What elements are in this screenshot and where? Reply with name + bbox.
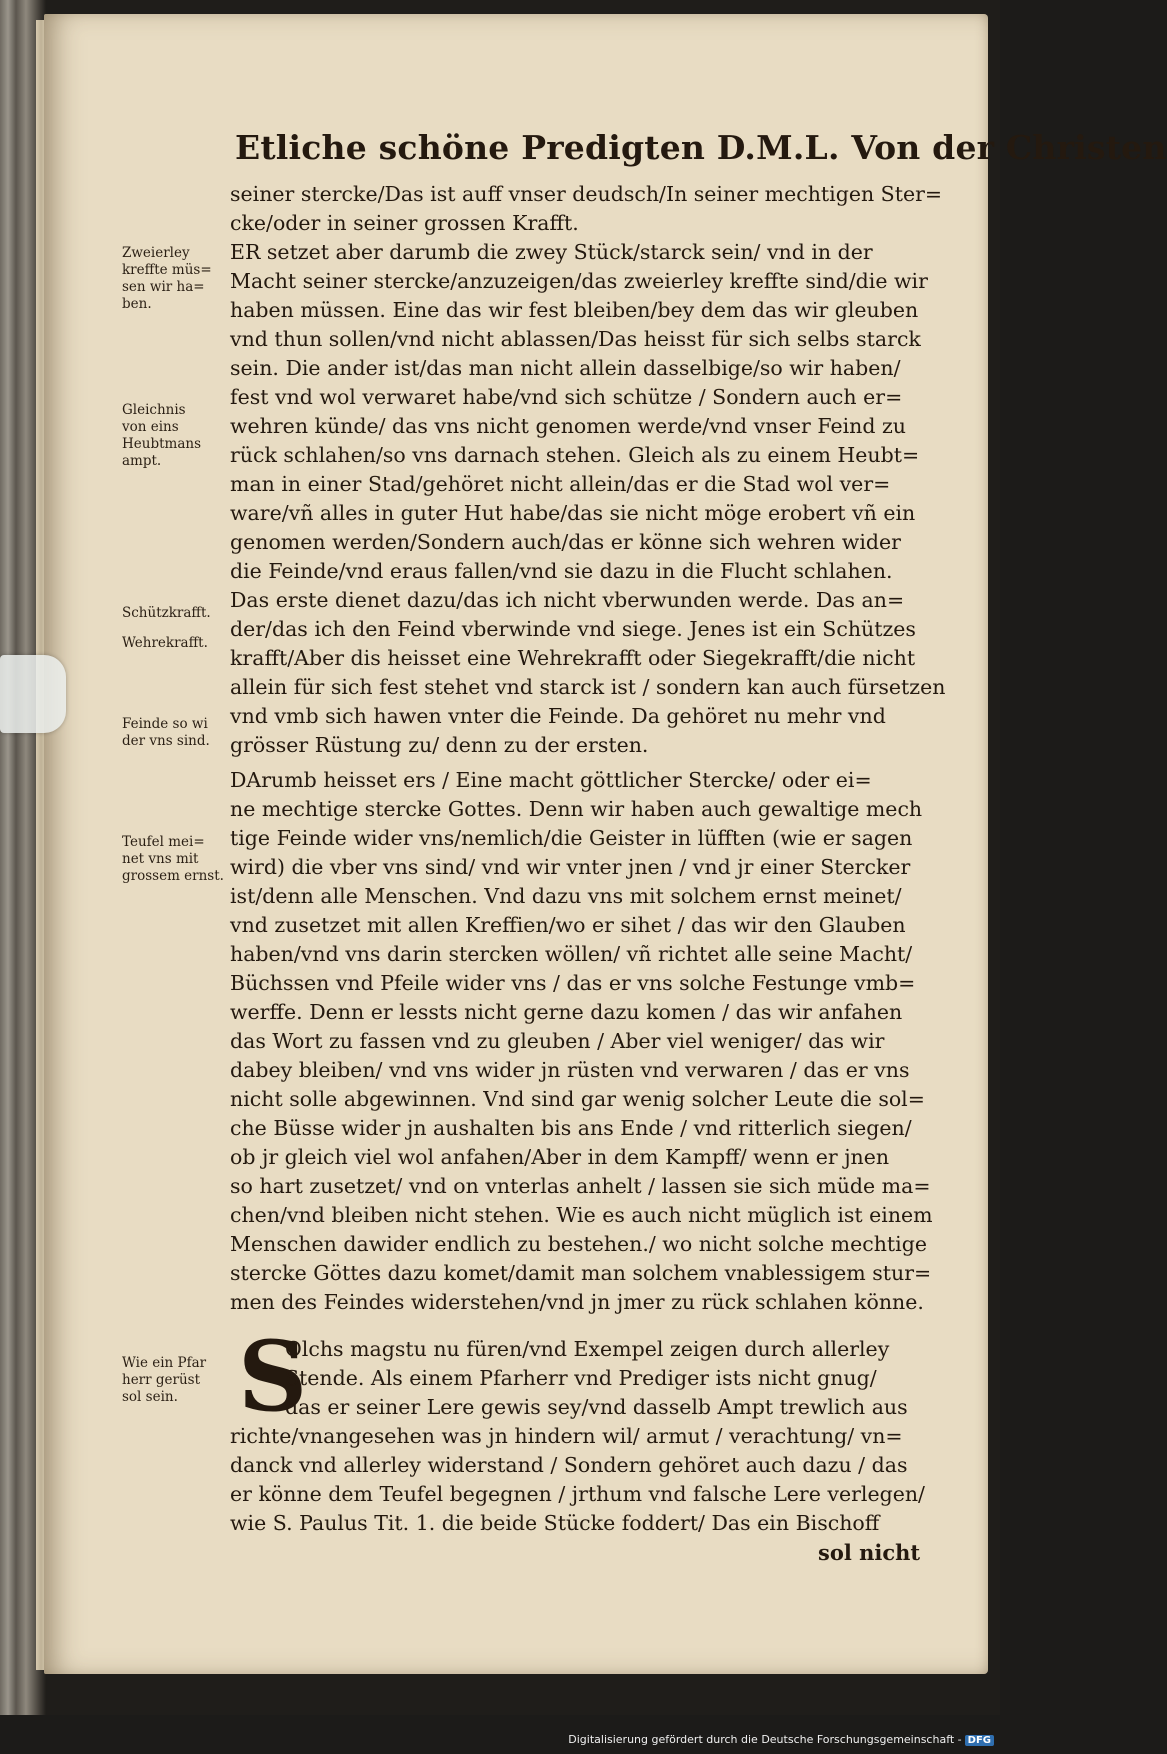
catchword: sol nicht — [818, 1540, 921, 1565]
marginal-note — [122, 245, 232, 313]
text-line: ob jr gleich viel wol anfahen/Aber in dem Kampff/ wenn er jnen — [230, 1145, 890, 1169]
marginal-line: sol sein. — [122, 1389, 178, 1405]
marginal-note — [122, 402, 232, 470]
text-line: fest vnd wol verwaret habe/vnd sich schütze / Sondern auch er= — [230, 385, 903, 409]
text-line: Stende. Als einem Pfarherr vnd Prediger ists nicht gnug/ — [285, 1366, 877, 1390]
text-line: stercke Göttes dazu komet/damit man solchem vnablessigem stur= — [230, 1261, 932, 1285]
text-line: das Wort zu fassen vnd zu gleuben / Aber viel weniger/ das wir — [230, 1029, 885, 1053]
text-line: rück schlahen/so vns darnach stehen. Gleich als zu einem Heubt= — [230, 443, 920, 467]
marginal-line: Schützkrafft. — [122, 605, 211, 621]
text-line: vnd thun sollen/vnd nicht ablassen/Das heisst für sich selbs starck — [230, 327, 921, 351]
marginal-line: grossem ernst. — [122, 868, 224, 884]
marginal-note — [122, 716, 232, 750]
text-line: der/das ich den Feind vberwinde vnd siege. Jenes ist ein Schützes — [230, 617, 916, 641]
text-line: che Büsse wider jn aushalten bis ans Ende / vnd ritterlich siegen/ — [230, 1116, 912, 1140]
text-line: werffe. Denn er lessts nicht gerne dazu komen / das wir anfahen — [230, 1000, 903, 1024]
text-line: Das erste dienet dazu/das ich nicht vberwunden werde. Das an= — [230, 588, 905, 612]
text-line: haben/vnd vns darin stercken wöllen/ vñ richtet alle seine Macht/ — [230, 942, 913, 966]
text-line: richte/vnangesehen was jn hindern wil/ armut / verachtung/ vn= — [230, 1424, 903, 1448]
marginal-line: ben. — [122, 296, 152, 312]
text-line: genomen werden/Sondern auch/das er könne sich wehren wider — [230, 530, 901, 554]
text-line: krafft/Aber dis heisset eine Wehrekrafft oder Siegekrafft/die nicht — [230, 646, 916, 670]
text-line: dabey bleiben/ vnd vns wider jn rüsten vnd verwaren / das er vns — [230, 1058, 910, 1082]
text-line: tige Feinde wider vns/nemlich/die Geister in lüfften (wie er sagen — [230, 826, 913, 850]
paragraph-3 — [230, 1335, 925, 1538]
marginal-line: Gleichnis — [122, 402, 186, 418]
text-line: so hart zusetzet/ vnd on vnterlas anhelt / lassen sie sich müde ma= — [230, 1174, 931, 1198]
marginal-line: net vns mit — [122, 851, 199, 867]
text-line: nicht solle abgewinnen. Vnd sind gar wenig solcher Leute die sol= — [230, 1087, 925, 1111]
marginal-line: herr gerüst — [122, 1372, 201, 1388]
credit-text: Digitalisierung gefördert durch die Deutsche Forschungsgemeinschaft - — [568, 1733, 962, 1746]
marginal-line: ampt. — [122, 453, 162, 469]
text-line: cke/oder in seiner grossen Krafft. — [230, 211, 579, 235]
marginal-note — [122, 1355, 232, 1406]
marginal-line: Wehrekrafft. — [122, 635, 208, 651]
marginal-line: sen wir ha= — [122, 279, 205, 295]
text-line: man in einer Stad/gehöret nicht allein/das er die Stad wol ver= — [230, 472, 891, 496]
text-line: das er seiner Lere gewis sey/vnd dasselb Ampt trewlich aus — [285, 1395, 908, 1419]
paragraph-1 — [230, 180, 946, 1317]
running-head: Etliche schöne Predigten D.M.L. Von der Christen — [235, 128, 1167, 167]
text-line: DArumb heisset ers / Eine macht göttlicher Stercke/ oder ei= — [230, 768, 872, 792]
text-line: die Feinde/vnd eraus fallen/vnd sie dazu in die Flucht schlahen. — [230, 559, 893, 583]
digitization-credit — [568, 1733, 994, 1746]
text-line: seiner stercke/Das ist auff vnser deudsch/In seiner mechtigen Ster= — [230, 182, 943, 206]
marginal-line: von eins — [122, 419, 179, 435]
text-line: wie S. Paulus Tit. 1. die beide Stücke foddert/ Das ein Bischoff — [230, 1511, 880, 1535]
text-line: men des Feindes widerstehen/vnd jn jmer zu rück schlahen könne. — [230, 1290, 924, 1314]
marginal-line: der vns sind. — [122, 733, 210, 749]
text-line: haben müssen. Eine das wir fest bleiben/bey dem das wir gleuben — [230, 298, 919, 322]
marginal-note — [122, 834, 232, 885]
marginal-line: Teufel mei= — [122, 834, 205, 850]
text-line: vnd zusetzet mit allen Kreffien/wo er sihet / das wir den Glauben — [230, 913, 906, 937]
text-line: ER setzet aber darumb die zwey Stück/starck sein/ vnd in der — [230, 240, 873, 264]
marginal-note — [122, 635, 232, 652]
text-line: wird) die vber vns sind/ vnd wir vnter jnen / vnd jr einer Stercker — [230, 855, 911, 879]
marginal-note — [122, 605, 232, 622]
text-line: grösser Rüstung zu/ denn zu der ersten. — [230, 733, 649, 757]
text-line: danck vnd allerley widerstand / Sondern gehöret auch dazu / das — [230, 1453, 908, 1477]
text-line: wehren künde/ das vns nicht genomen werde/vnd vnser Feind zu — [230, 414, 906, 438]
text-line: Menschen dawider endlich zu bestehen./ wo nicht solche mechtige — [230, 1232, 927, 1256]
dfg-logo: DFG — [965, 1735, 994, 1746]
text-line: Olchs magstu nu füren/vnd Exempel zeigen durch allerley — [285, 1337, 890, 1361]
text-line: allein für sich fest stehet vnd starck ist / sondern kan auch fürsetzen — [230, 675, 946, 699]
marginal-line: Zweierley — [122, 245, 190, 261]
text-line: chen/vnd bleiben nicht stehen. Wie es auch nicht müglich ist einem — [230, 1203, 933, 1227]
marginal-line: Wie ein Pfar — [122, 1355, 207, 1371]
text-line: Büchssen vnd Pfeile wider vns / das er vns solche Festunge vmb= — [230, 971, 916, 995]
text-line: ne mechtige stercke Gottes. Denn wir haben auch gewaltige mech — [230, 797, 923, 821]
drop-cap-initial: S — [238, 1320, 308, 1433]
marginal-line: Feinde so wi — [122, 716, 208, 732]
marginal-line: Heubtmans — [122, 436, 201, 452]
text-line: er könne dem Teufel begegnen / jrthum vnd falsche Lere verlegen/ — [230, 1482, 925, 1506]
text-line: ware/vñ alles in guter Hut habe/das sie nicht möge erobert vñ ein — [230, 501, 916, 525]
text-line: vnd vmb sich hawen vnter die Feinde. Da gehöret nu mehr vnd — [230, 704, 886, 728]
text-line: sein. Die ander ist/das man nicht allein dasselbige/so wir haben/ — [230, 356, 901, 380]
marginal-line: kreffte müs= — [122, 262, 212, 278]
text-line: Macht seiner stercke/anzuzeigen/das zweierley kreffte sind/die wir — [230, 269, 928, 293]
text-line: ist/denn alle Menschen. Vnd dazu vns mit solchem ernst meinet/ — [230, 884, 902, 908]
